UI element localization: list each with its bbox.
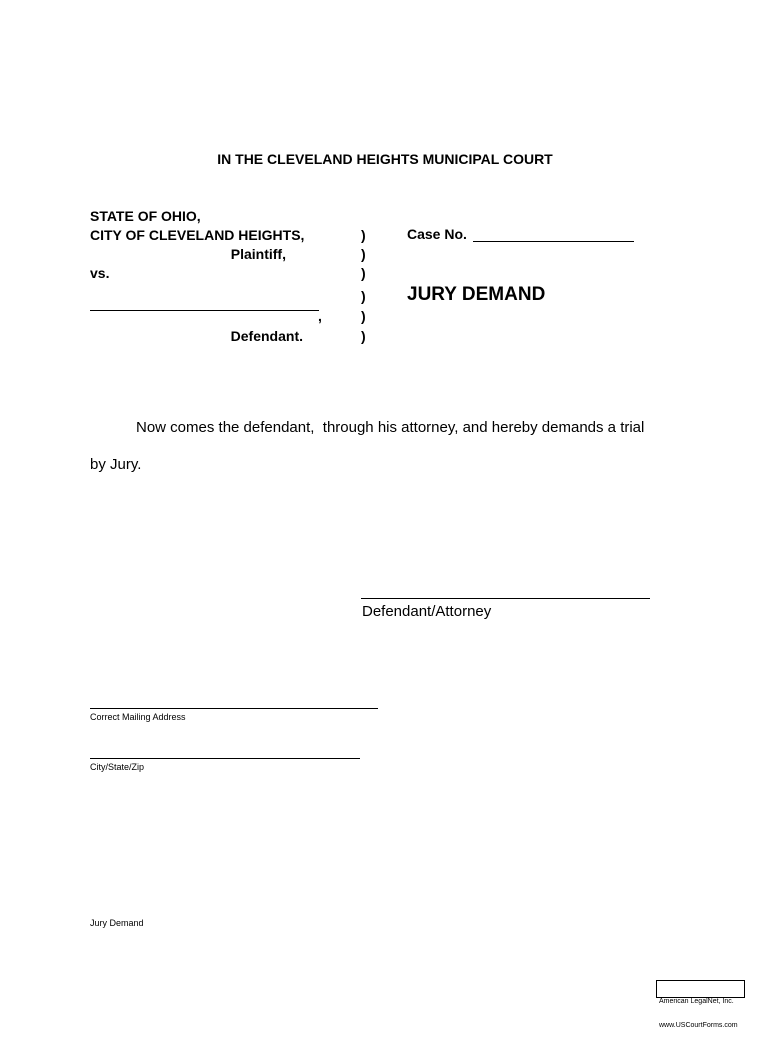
court-heading: IN THE CLEVELAND HEIGHTS MUNICIPAL COURT (217, 151, 553, 167)
caption-separator: ) (361, 288, 366, 304)
footer-form-title: Jury Demand (90, 918, 144, 928)
signature-blank[interactable] (361, 598, 650, 599)
versus-label: vs. (90, 265, 110, 281)
plaintiff-name-line1: STATE OF OHIO, (90, 208, 201, 224)
case-number-blank[interactable] (473, 241, 634, 242)
case-number-label: Case No. (407, 226, 467, 242)
body-text-line2: by Jury. (90, 456, 142, 473)
caption-separator: ) (361, 227, 366, 243)
mailing-address-blank[interactable] (90, 708, 378, 709)
caption-separator: ) (361, 328, 366, 344)
defendant-role: Defendant. (230, 328, 303, 344)
city-state-zip-label: City/State/Zip (90, 762, 145, 772)
city-state-zip-blank[interactable] (90, 758, 360, 759)
mailing-address-label: Correct Mailing Address (90, 712, 186, 722)
publisher-credit-box (656, 980, 745, 1029)
plaintiff-name-line2: CITY OF CLEVELAND HEIGHTS, (90, 227, 305, 243)
publisher-name: American LegalNet, Inc. (659, 998, 734, 1005)
defendant-comma: , (318, 308, 322, 324)
publisher-website: www.USCourtForms.com (659, 1022, 738, 1029)
plaintiff-role: Plaintiff, (230, 246, 286, 262)
caption-separator: ) (361, 265, 366, 281)
defendant-name-blank[interactable] (90, 310, 319, 311)
caption-separator: ) (361, 308, 366, 324)
signature-label: Defendant/Attorney (362, 603, 492, 620)
caption-separator: ) (361, 246, 366, 262)
document-title: JURY DEMAND (407, 284, 546, 305)
body-text-line1: Now comes the defendant, through his attorney, and hereby demands a trial (136, 419, 645, 436)
